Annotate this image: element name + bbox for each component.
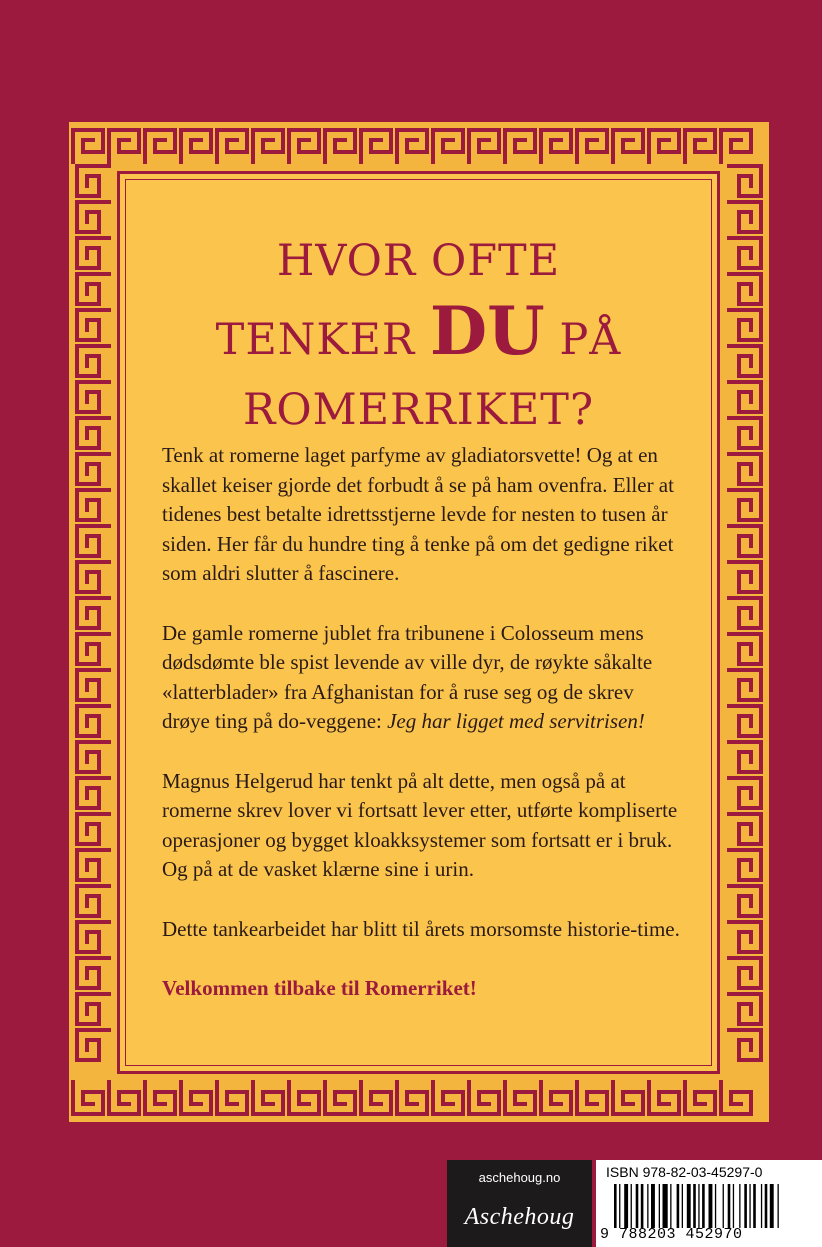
barcode-bar [631, 1184, 632, 1228]
barcode-bar [677, 1184, 680, 1228]
barcode-digits: 9 788203 452970 [600, 1226, 743, 1243]
barcode-bar [682, 1184, 683, 1228]
isbn-label: ISBN 978-82-03-45297-0 [606, 1164, 763, 1180]
barcode-bars [614, 1184, 814, 1228]
blurb-paragraph-4: Dette tankearbeidet har blitt til årets morsomste historie-time. [162, 916, 680, 941]
barcode-bar [728, 1184, 731, 1228]
barcode-bar [702, 1184, 705, 1228]
headline-line-1: HVOR OFTE [276, 236, 561, 286]
barcode-bar [641, 1184, 644, 1228]
barcode-bar [693, 1184, 696, 1228]
closing-line: Velkommen tilbake til Romerriket! [162, 976, 477, 1000]
barcode-box [596, 1160, 822, 1247]
headline-emphasis: DU [429, 292, 545, 370]
barcode-bar [614, 1184, 617, 1228]
graffiti-quote: Jeg har ligget med servitrisen! [387, 709, 645, 733]
publisher-logo: Aschehoug [464, 1204, 575, 1230]
barcode-bar [733, 1184, 734, 1228]
barcode-bar [636, 1184, 639, 1228]
barcode-bar [647, 1184, 648, 1228]
barcode-bar [770, 1184, 774, 1228]
barcode-bar [778, 1184, 779, 1228]
greek-key-border [69, 122, 769, 1122]
barcode-bar [624, 1184, 628, 1228]
barcode-bar [715, 1184, 716, 1228]
headline-line-3: ROMERRIKET? [242, 385, 595, 435]
blurb-paragraph-2: De gamle romerne jublet fra tribunene i Colosseum mens dødsdømte ble spist levende av ville dyr, de røykte såkalte «latterblader» fra Afghanistan for å ruse seg og de skrev drøye ting på do-veggene: Jeg har ligget med servitrisen! [162, 620, 653, 733]
headline-line-2: TENKER DU PÅ [215, 292, 622, 370]
barcode-bar [761, 1184, 762, 1228]
blurb [162, 441, 682, 1034]
publisher-box [447, 1160, 592, 1247]
barcode-bar [744, 1184, 747, 1228]
headline [120, 226, 717, 445]
barcode-bar [698, 1184, 699, 1228]
barcode-bar [723, 1184, 724, 1228]
barcode-bar [765, 1184, 768, 1228]
barcode-bar [663, 1184, 668, 1228]
barcode-bar [753, 1184, 756, 1228]
barcode-bar [709, 1184, 713, 1228]
barcode-bar [651, 1184, 655, 1228]
barcode-bar [670, 1184, 671, 1228]
text-panel [117, 171, 720, 1074]
blurb-paragraph-1: Tenk at romerne laget parfyme av gladiatorsvette! Og at en skallet keiser gjorde det forbudt å se på ham ovenfra. Eller at tidenes best betalte idrettsstjerne levde for nesten to tusen år siden. Her får du hundre ting å tenke på om det gedigne riket som aldri slutter å fascinere. [162, 443, 674, 585]
barcode-bar [749, 1184, 750, 1228]
publisher-url[interactable]: aschehoug.no [478, 1170, 561, 1185]
barcode-bar [687, 1184, 691, 1228]
barcode-bar [659, 1184, 660, 1228]
barcode-bar [619, 1184, 620, 1228]
blurb-paragraph-3: Magnus Helgerud har tenkt på alt dette, men også på at romerne skrev lover vi fortsatt lever etter, utførte kompliserte operasjoner og bygget kloakksystemer som fortsatt er i bruk. Og på at de vasket klærne sine i urin. [162, 768, 678, 881]
barcode-bar [739, 1184, 740, 1228]
